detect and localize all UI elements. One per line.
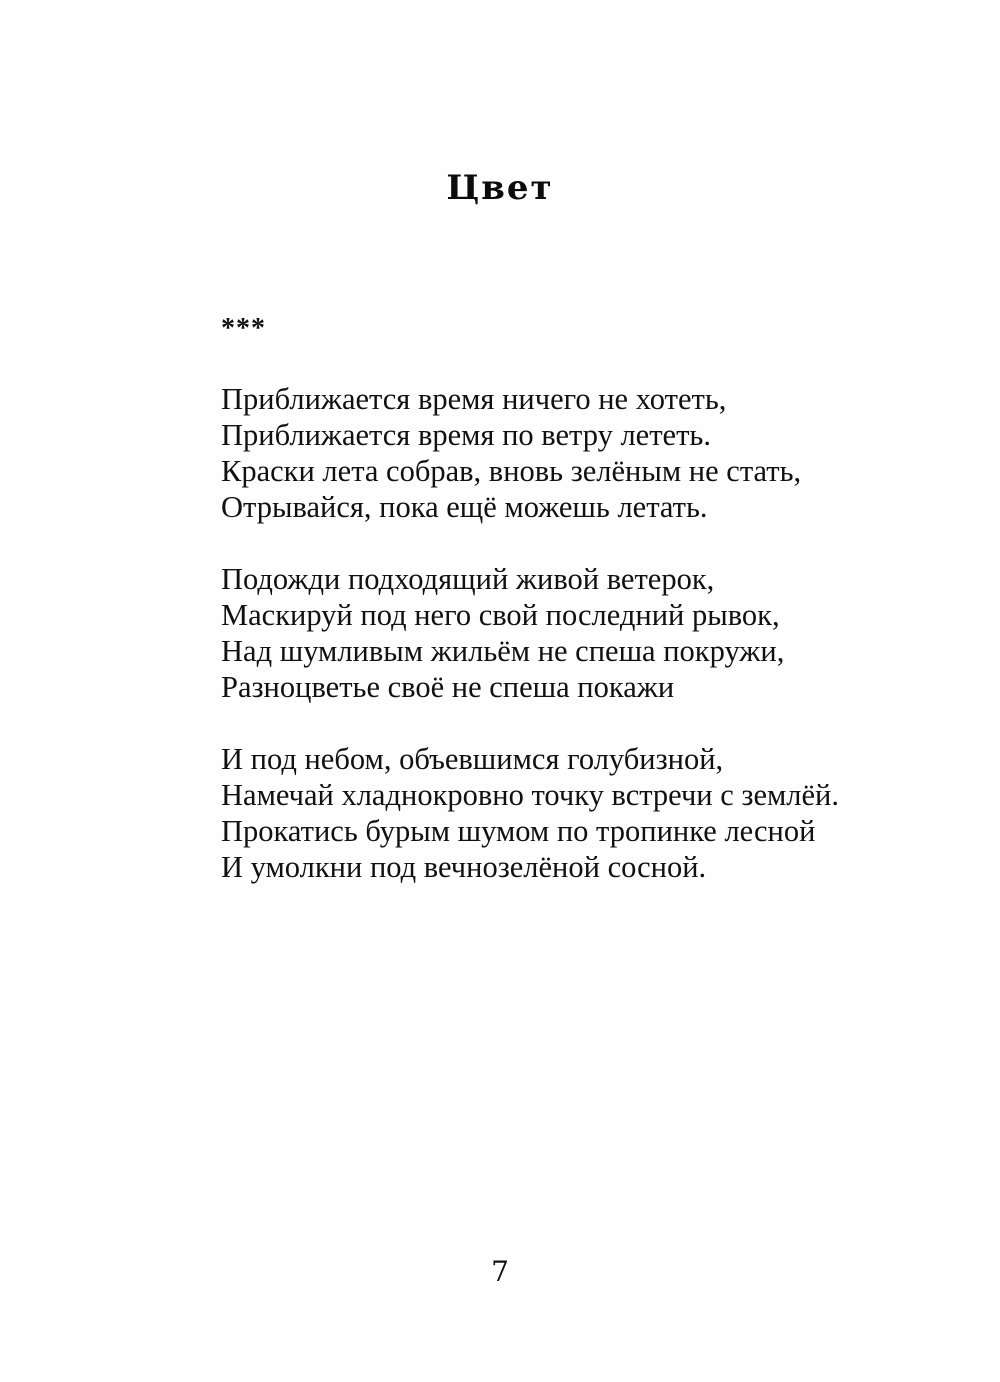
poem-line: Маскируй под него свой последний рывок, — [221, 598, 780, 632]
page-number: 7 — [491, 1255, 509, 1288]
poem-line: Краски лета собрав, вновь зелёным не стать, — [221, 454, 802, 488]
poem-line: Намечай хладнокровно точку встречи с землёй. — [221, 778, 839, 812]
poem-line: Отрывайся, пока ещё можешь летать. — [221, 490, 708, 524]
stanza-1 — [221, 381, 801, 525]
poem-line: Приближается время по ветру лететь. — [221, 418, 711, 452]
poem-line: Над шумливым жильём не спеша покружи, — [221, 634, 785, 668]
poem-line: Прокатись бурым шумом по тропинке лесной — [221, 814, 816, 848]
poem-line: Приближается время ничего не хотеть, — [221, 382, 727, 416]
poem-line: И под небом, объевшимся голубизной, — [221, 742, 724, 776]
poem-line: Подожди подходящий живой ветерок, — [221, 562, 715, 596]
poem-line: Разноцветье своё не спеша покажи — [221, 670, 675, 704]
stanza-2 — [221, 561, 784, 705]
section-separator: *** — [221, 313, 266, 344]
stanza-3 — [221, 741, 839, 885]
poem-line: И умолкни под вечнозелёной сосной. — [221, 850, 707, 884]
poem-title: Цвет — [446, 168, 554, 208]
